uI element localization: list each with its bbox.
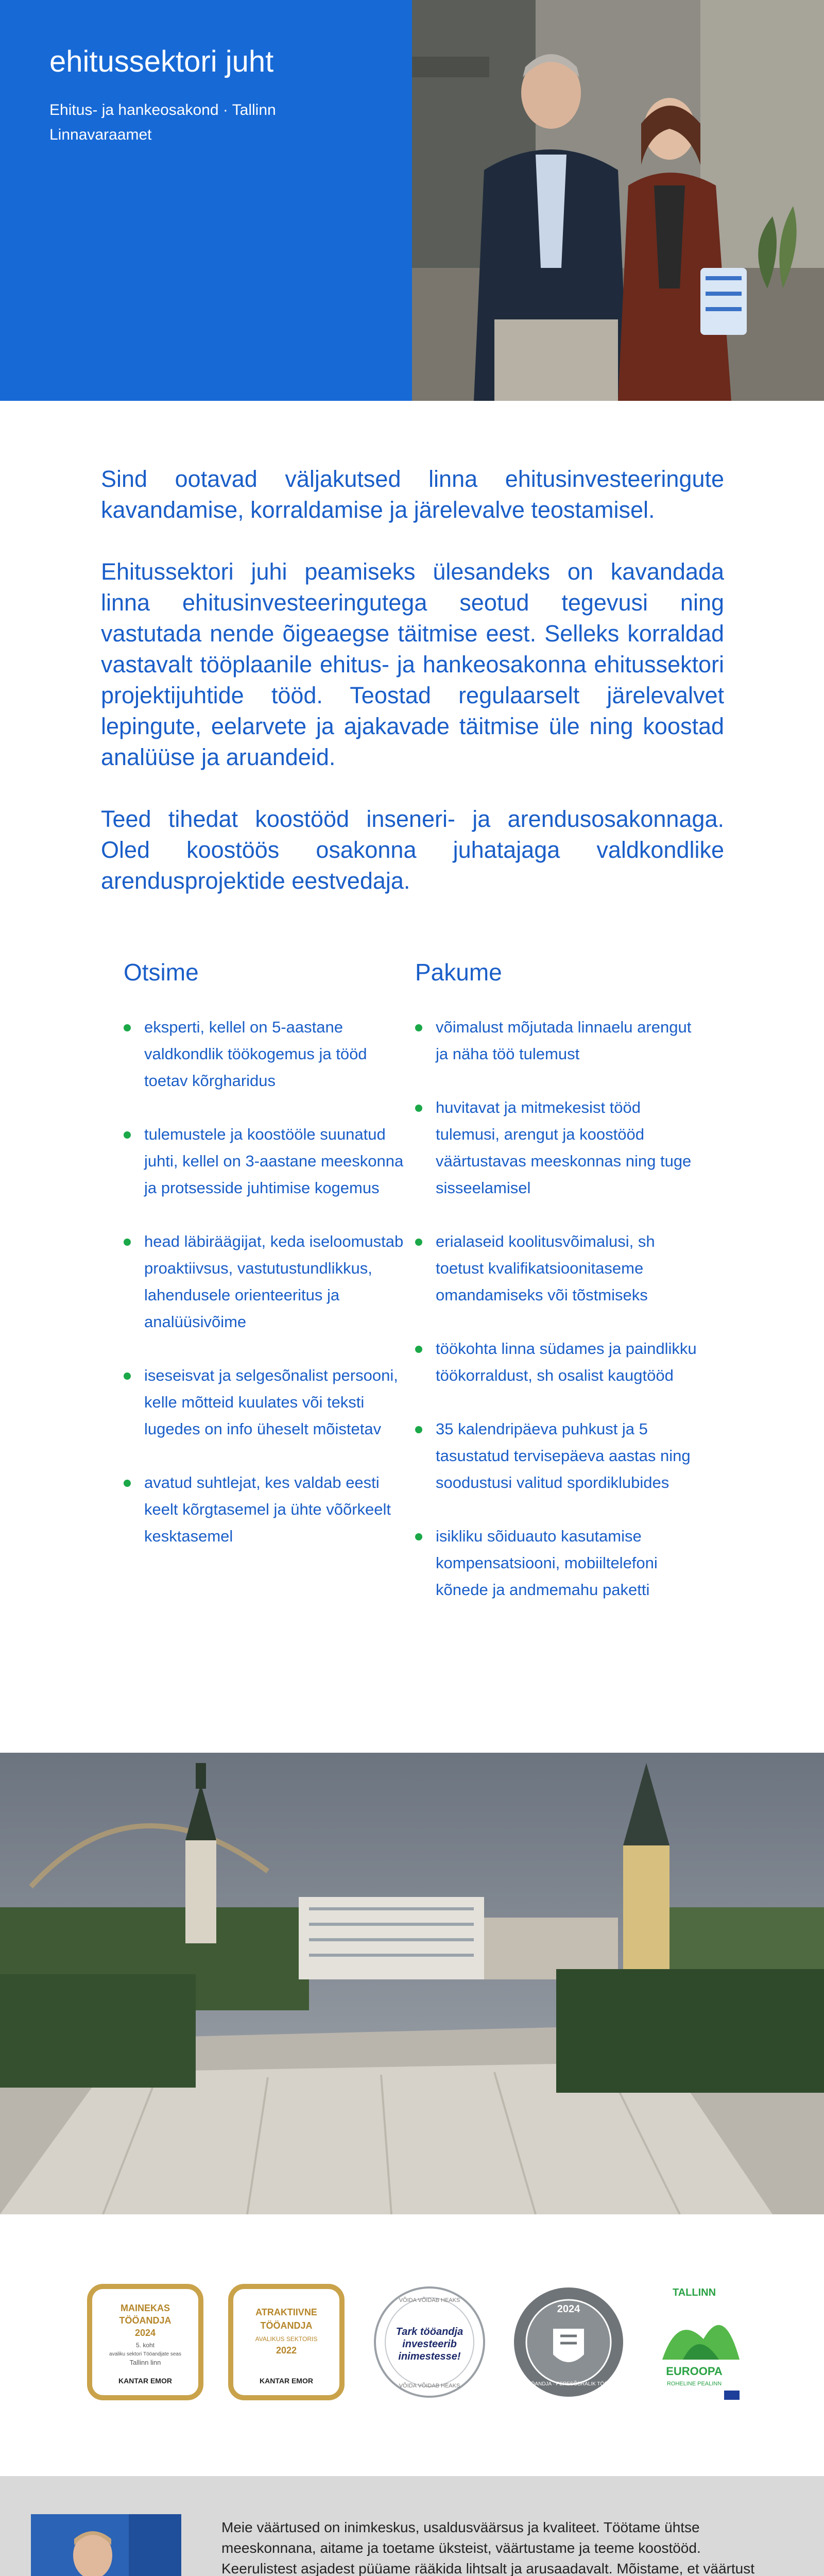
svg-text:TÖÖANDJA: TÖÖANDJA bbox=[260, 2320, 313, 2331]
seek-list bbox=[124, 1014, 412, 1550]
hero-section bbox=[0, 0, 824, 401]
list-item: isikliku sõiduauto kasutamise kompensatsiooni, mobiiltelefoni kõnede ja andmemahu paketti bbox=[415, 1523, 703, 1603]
bullet-dot-icon bbox=[415, 1239, 422, 1246]
bullet-dot-icon bbox=[124, 1239, 131, 1246]
svg-text:KANTAR EMOR: KANTAR EMOR bbox=[260, 2377, 313, 2385]
svg-text:VÕIDA VÕIDAB HEAKS: VÕIDA VÕIDAB HEAKS bbox=[399, 2297, 460, 2303]
list-item: tulemustele ja koostööle suunatud juhti, kellel on 3-aastane meeskonna ja protsesside juhtimise kogemus bbox=[124, 1121, 412, 1201]
svg-text:avaliku sektori Tööandjate sea: avaliku sektori Tööandjate seas bbox=[109, 2351, 181, 2357]
svg-text:EUROOPA: EUROOPA bbox=[666, 2365, 723, 2378]
svg-text:Tallinn linn: Tallinn linn bbox=[129, 2359, 161, 2366]
svg-text:investeerib: investeerib bbox=[402, 2338, 457, 2350]
values-paragraph-1: Meie väärtused on inimkeskus, usaldusväärsus ja kvaliteet. Töötame ühtse meeskonnana, aitame ja toetame üksteist, väärtustame ja teeme koostööd. Keerulistest asjadest püüame rääkida lihtsalt ja arusaadavalt. Mõistame, et väärtust bbox=[221, 2519, 754, 2576]
intro-paragraph-2: Ehitussektori juhi peamiseks ülesandeks on kavandada linna ehitusinvesteeringutega seotud tegevusi ning vastutada nende õigeaegse täitmise eest. Selleks korraldad vastavalt tööplaanile ehitus- ja hankeosakonna ehitussektori projektijuhtide tööd. Teostad regulaarselt järelevalvet lepingute, eelarvete ja ajakavade täitmise üle ning koostad analüüse ja aruandeid. bbox=[101, 558, 724, 770]
intro-paragraph-3: Teed tihedat koostööd inseneri- ja arendusosakonnaga. Oled koostöös osakonna juhatajaga valdkondlike arendusprojektide eestvedaja. bbox=[101, 806, 724, 894]
hero-photo-illustration bbox=[412, 0, 824, 401]
list-item: töökohta linna südames ja paindlikku töökorraldust, sh osalist kaugtööd bbox=[415, 1335, 703, 1389]
contact-person-photo bbox=[31, 2514, 181, 2576]
offer-list bbox=[415, 1014, 703, 1603]
award-smart-employer bbox=[370, 2282, 489, 2402]
hero-photo-two-people bbox=[412, 0, 824, 401]
bullet-dot-icon bbox=[415, 1105, 422, 1112]
bullet-dot-icon bbox=[124, 1480, 131, 1487]
svg-text:2022: 2022 bbox=[276, 2345, 297, 2355]
list-item: iseseisvat ja selgesõnalist persooni, kelle mõtteid kuulates või teksti lugedes on info üheselt mõistetav bbox=[124, 1362, 412, 1443]
svg-text:inimestesse!: inimestesse! bbox=[398, 2351, 461, 2362]
svg-text:MAINEKAS: MAINEKAS bbox=[120, 2303, 170, 2313]
bullet-dot-icon bbox=[124, 1372, 131, 1380]
svg-text:TÖÖANDJA: TÖÖANDJA bbox=[119, 2315, 171, 2326]
job-department: Ehitus- ja hankeosakond · Tallinn Linnavaraamet bbox=[49, 101, 276, 143]
list-item: erialaseid koolitusvõimalusi, sh toetust kvalifikatsioonitaseme omandamiseks või tõstmiseks bbox=[415, 1228, 703, 1309]
list-item: võimalust mõjutada linnaelu arengut ja näha töö tulemust bbox=[415, 1014, 703, 1067]
job-title: ehitussektori juht bbox=[49, 45, 274, 78]
bullet-dot-icon bbox=[124, 1024, 131, 1031]
city-photo-illustration bbox=[0, 1753, 824, 2214]
offer-title: Pakume bbox=[415, 959, 502, 986]
values-section bbox=[0, 2476, 824, 2576]
seek-title: Otsime bbox=[124, 959, 199, 986]
award-reputable-employer-2024 bbox=[85, 2282, 205, 2402]
svg-text:Tark tööandja: Tark tööandja bbox=[396, 2326, 464, 2337]
svg-text:TALLINN: TALLINN bbox=[672, 2287, 716, 2298]
list-item: 35 kalendripäeva puhkust ja 5 tasustatud tervisepäeva aastas ning soodustusi valitud spordiklubides bbox=[415, 1416, 703, 1496]
svg-text:VÕIDA VÕIDAB HEAKS: VÕIDA VÕIDAB HEAKS bbox=[399, 2383, 460, 2389]
hero-text-panel bbox=[0, 0, 412, 401]
svg-text:ATRAKTIIVNE: ATRAKTIIVNE bbox=[255, 2307, 317, 2317]
intro-paragraph-1: Sind ootavad väljakutsed linna ehitusinvesteeringute kavandamise, korraldamise ja järelevalve teostamisel. bbox=[101, 466, 724, 523]
award-european-green-capital bbox=[647, 2282, 766, 2402]
svg-text:2024: 2024 bbox=[557, 2303, 580, 2315]
svg-text:AVALIKUS SEKTORIS: AVALIKUS SEKTORIS bbox=[255, 2335, 318, 2343]
bullet-dot-icon bbox=[124, 1131, 131, 1139]
list-item: head läbiräägijat, keda iseloomustab proaktiivsus, vastutustundlikkus, lahendusele orienteeritus ja analüüsivõime bbox=[124, 1228, 412, 1335]
bullet-dot-icon bbox=[415, 1024, 422, 1031]
seek-list-section bbox=[124, 958, 412, 1577]
svg-text:2024: 2024 bbox=[134, 2328, 156, 2338]
award-attractive-employer-2022 bbox=[227, 2282, 346, 2402]
list-item: eksperti, kellel on 5-aastane valdkondlik töökogemus ja tööd toetav kõrgharidus bbox=[124, 1014, 412, 1094]
job-intro bbox=[101, 464, 724, 927]
svg-text:5. koht: 5. koht bbox=[135, 2342, 155, 2349]
values-text bbox=[221, 2517, 767, 2576]
svg-text:KANTAR EMOR: KANTAR EMOR bbox=[118, 2377, 172, 2385]
city-photo-tallinn bbox=[0, 1753, 824, 2214]
svg-text:ROHELINE PEALINN: ROHELINE PEALINN bbox=[666, 2381, 722, 2387]
bullet-dot-icon bbox=[415, 1533, 422, 1540]
employer-awards bbox=[0, 2277, 824, 2411]
list-item: avatud suhtlejat, kes valdab eesti keelt kõrgtasemel ja ühte võõrkeelt kesktasemel bbox=[124, 1469, 412, 1550]
list-item: huvitavat ja mitmekesist tööd tulemusi, arengut ja koostööd väärtustavas meeskonnas ning tuge sisseelamisel bbox=[415, 1094, 703, 1201]
bullet-dot-icon bbox=[415, 1346, 422, 1353]
bullet-dot-icon bbox=[415, 1426, 422, 1433]
svg-text:HEA TÖÖANDJA · PERESÕBRALIK TÖ: HEA TÖÖANDJA · PERESÕBRALIK TÖÖANDJA bbox=[512, 2381, 625, 2387]
offer-list-section bbox=[415, 958, 703, 1630]
award-good-employer-2024-seal bbox=[509, 2282, 628, 2402]
